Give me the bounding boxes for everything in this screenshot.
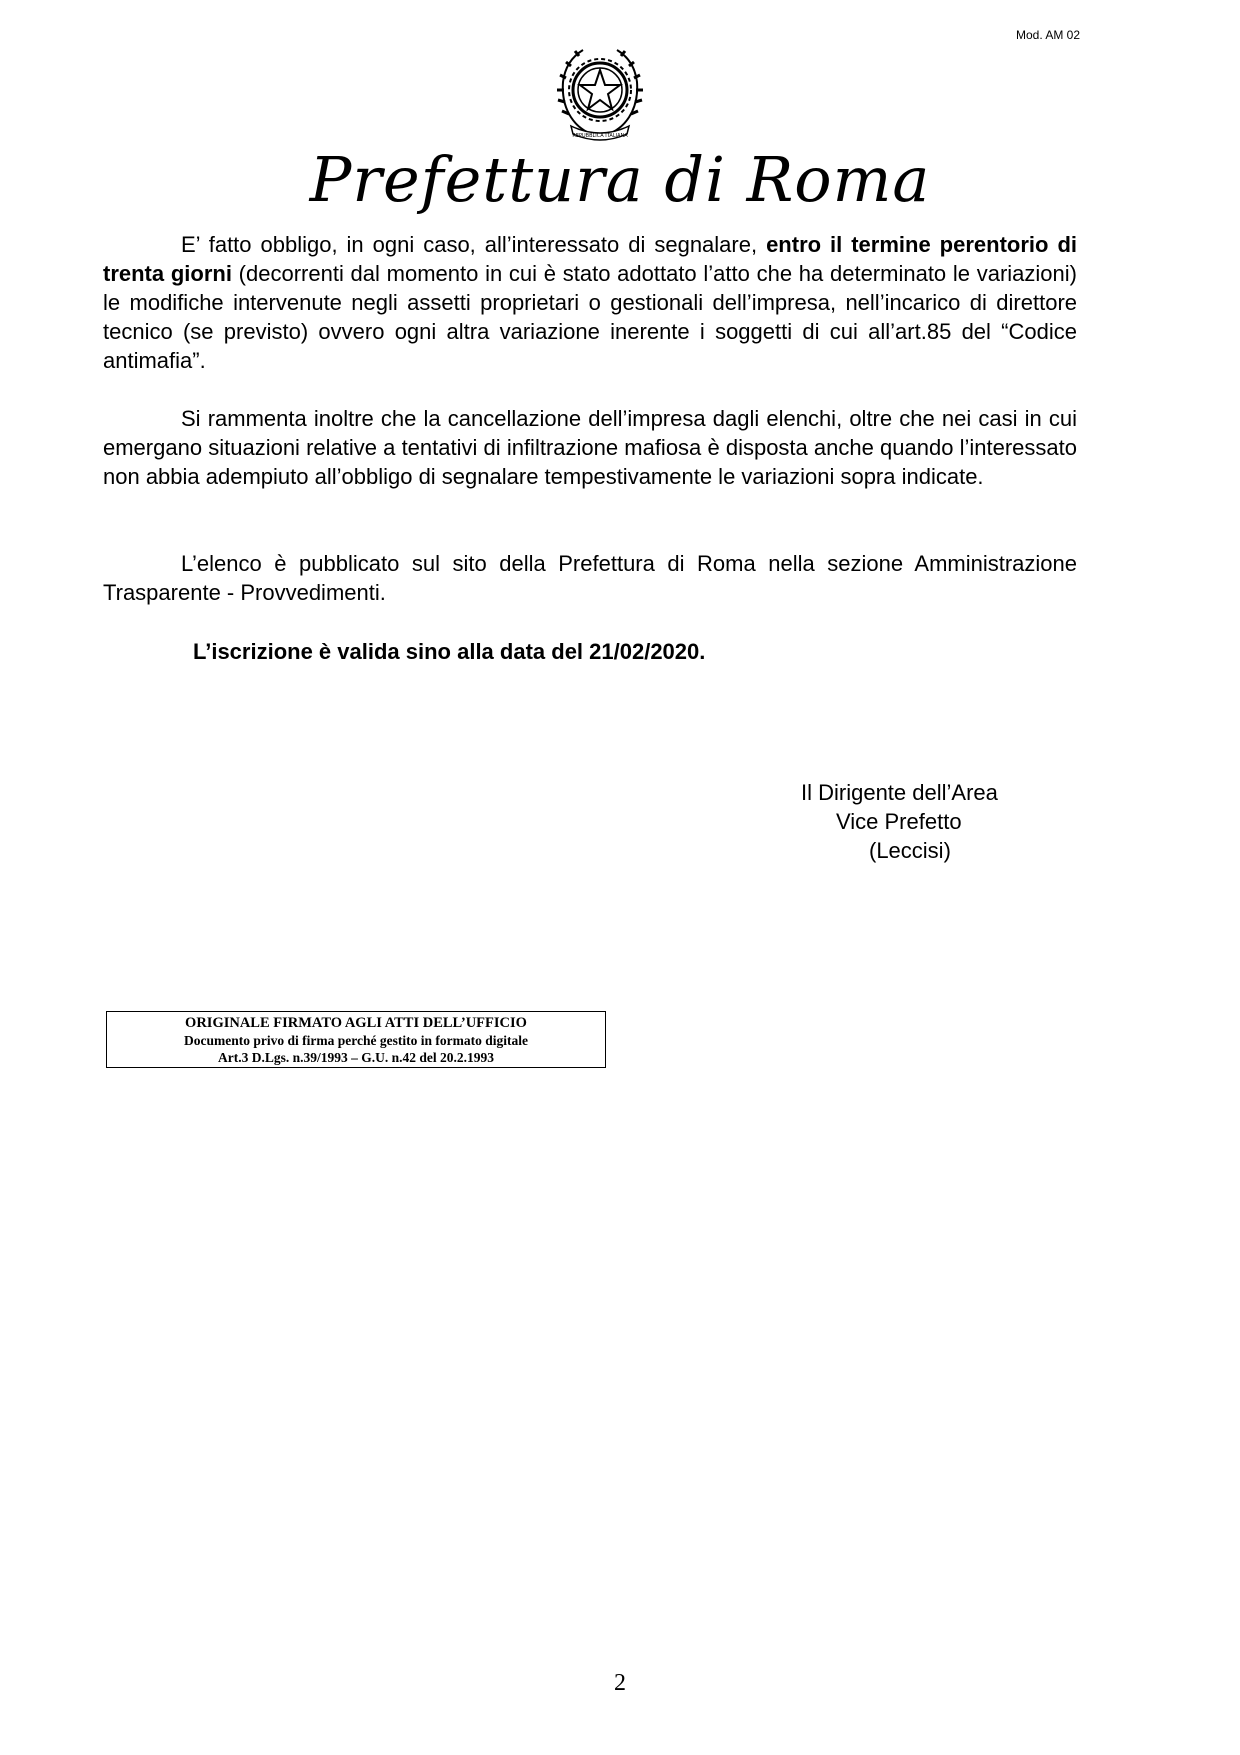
- stamp-line-3: Art.3 D.Lgs. n.39/1993 – G.U. n.42 del 20.2.1993: [217, 1050, 494, 1065]
- digital-signature-notice: [106, 1011, 606, 1068]
- paragraph-cancellation: [103, 404, 1077, 491]
- paragraph-obligation-part2: (decorrenti dal momento in cui è stato adottato l’atto che ha determinato le variazioni) le modifiche intervenute negli assetti proprietari o gestionali dell’impresa, nell’incarico di direttore tecnico (se previsto) ovvero ogni altra variazione inerente i soggetti di cui all’art.85 del “Codice antimafia”.: [103, 261, 1077, 373]
- italian-republic-emblem-icon: [553, 44, 647, 144]
- signature-role: Il Dirigente dell’Area: [801, 780, 998, 805]
- validity-statement: L’iscrizione è valida sino alla data del 21/02/2020.: [193, 639, 706, 664]
- signature-block: [760, 778, 1060, 865]
- paragraph-obligation-deadline: entro il termine perentorio di trenta giorni: [103, 232, 1077, 286]
- page-number: 2: [614, 1670, 626, 1696]
- form-code: Mod. AM 02: [1015, 28, 1080, 42]
- letterhead-title: Prefettura di Roma: [309, 143, 931, 216]
- stamp-line-1: ORIGINALE FIRMATO AGLI ATTI DELL’UFFICIO: [185, 1015, 527, 1031]
- paragraph-cancellation-text: Si rammenta inoltre che la cancellazione dell’impresa dagli elenchi, oltre che nei casi in cui emergano situazioni relative a tentativi di infiltrazione mafiosa è disposta anche quando l’interessato non abbia adempiuto all’obbligo di segnalare tempestivamente le variazioni sopra indicate.: [103, 406, 1077, 489]
- paragraph-obligation-part1: E’ fatto obbligo, in ogni caso, all’interessato di segnalare,: [181, 232, 767, 257]
- stamp-line-2: Documento privo di firma perché gestito in formato digitale: [184, 1033, 528, 1048]
- paragraph-publication-text: L’elenco è pubblicato sul sito della Prefettura di Roma nella sezione Amministrazione Trasparente - Provvedimenti.: [103, 551, 1077, 605]
- signature-name: (Leccisi): [869, 838, 951, 863]
- emblem-ribbon-text: REPUBBLICA ITALIANA: [572, 133, 628, 139]
- paragraph-obligation: [103, 230, 1077, 375]
- paragraph-publication: [103, 549, 1077, 607]
- signature-title: Vice Prefetto: [836, 809, 962, 834]
